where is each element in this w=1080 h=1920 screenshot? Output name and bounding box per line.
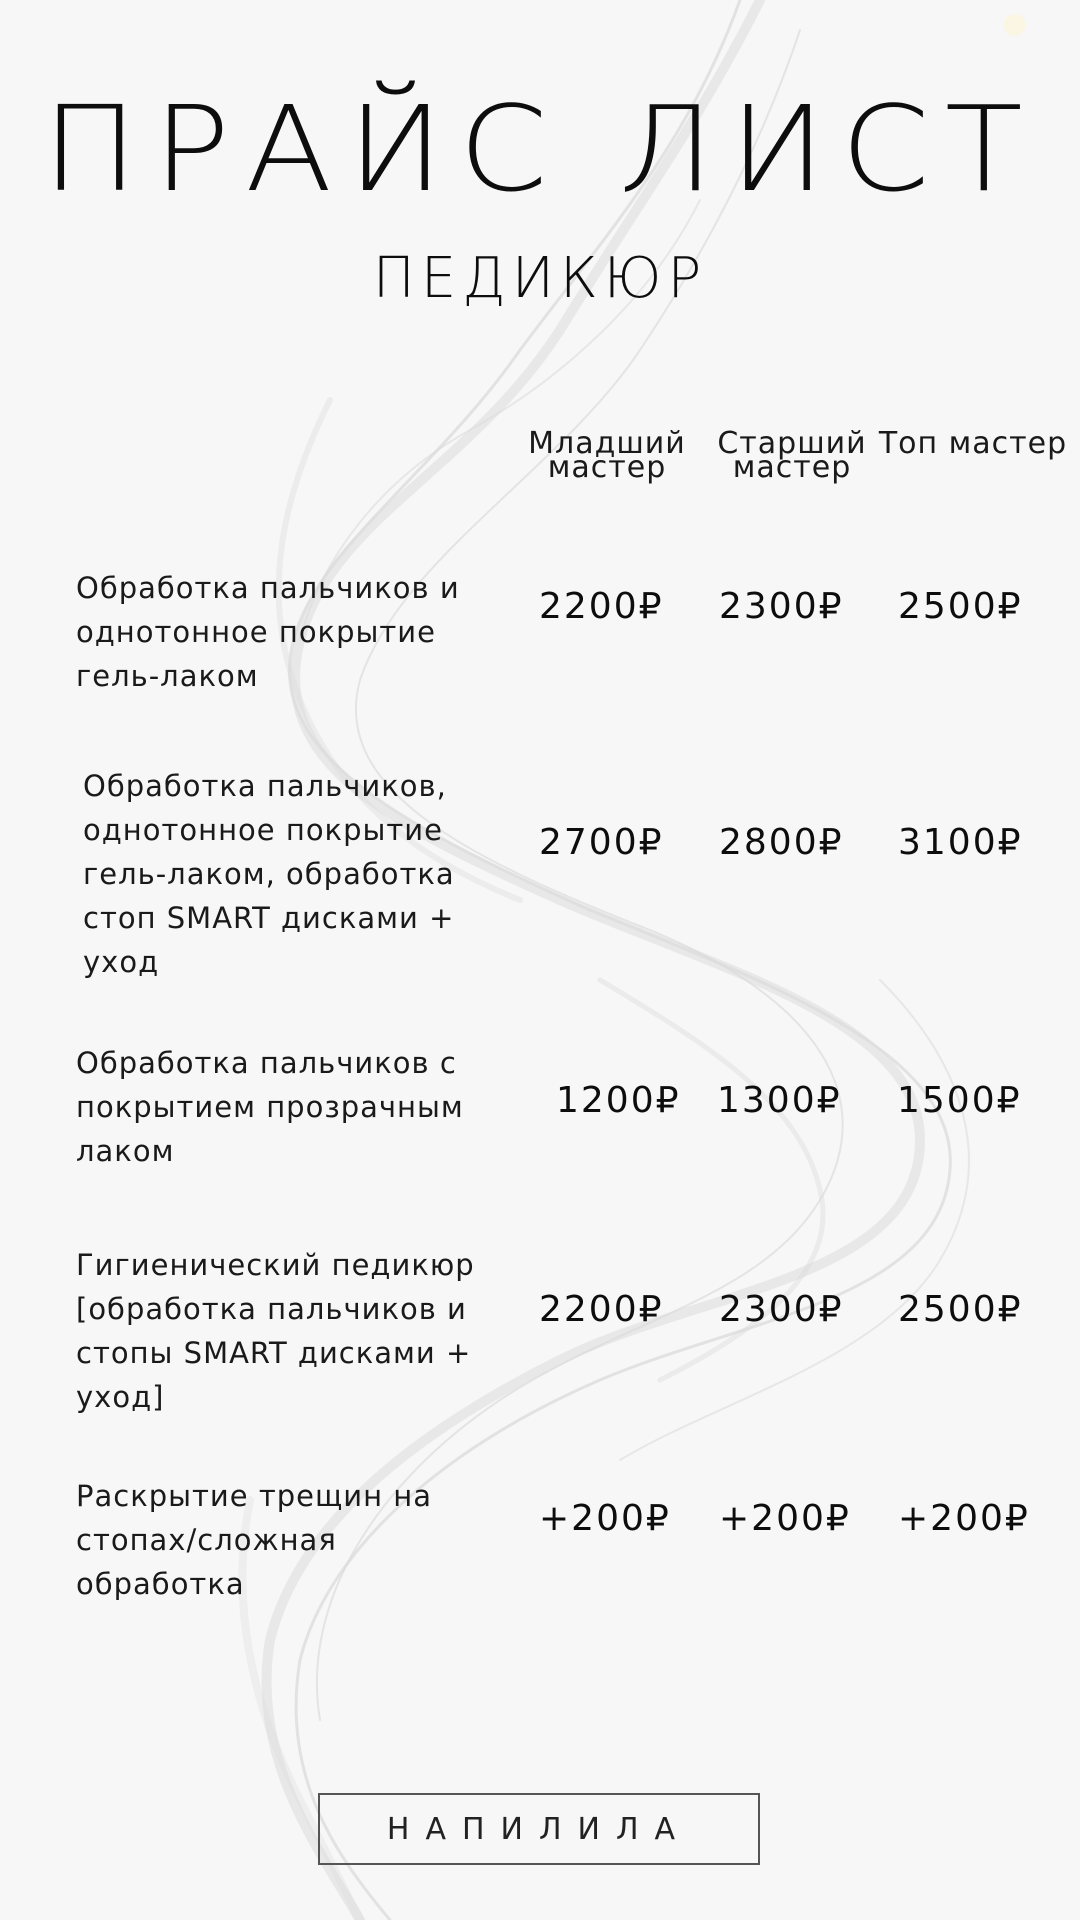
row-3-price-senior: 1300₽ — [717, 1080, 842, 1121]
row-3-price-junior: 1200₽ — [556, 1080, 681, 1121]
column-header-senior: Старший мастер — [717, 426, 867, 485]
row-1-label: Обработка пальчиков и однотонное покрытие гель-лаком — [76, 571, 460, 693]
column-header-junior: Младший мастер — [528, 426, 686, 485]
page-title: ПРАЙС ЛИСТ — [42, 80, 1038, 218]
row-1-price-junior: 2200₽ — [539, 586, 664, 627]
napilila-button[interactable]: НАПИЛИЛА — [318, 1793, 760, 1865]
row-5-price-junior: +200₽ — [539, 1498, 671, 1539]
row-1-price-senior: 2300₽ — [719, 586, 844, 627]
row-5-price-top: +200₽ — [898, 1498, 1030, 1539]
section-subtitle: ПЕДИКЮР — [372, 246, 708, 311]
column-header-top: Топ мастер — [878, 426, 1068, 461]
row-4-price-senior: 2300₽ — [719, 1289, 844, 1330]
row-5-label: Раскрытие трещин на стопах/сложная обработка — [76, 1479, 433, 1601]
row-4-price-top: 2500₽ — [898, 1289, 1023, 1330]
row-4-price-junior: 2200₽ — [539, 1289, 664, 1330]
row-2-price-junior: 2700₽ — [539, 822, 664, 863]
row-3-price-top: 1500₽ — [897, 1080, 1022, 1121]
row-3-label: Обработка пальчиков с покрытием прозрачным лаком — [76, 1046, 464, 1168]
row-2-price-senior: 2800₽ — [719, 822, 844, 863]
row-4-label: Гигиенический педикюр [обработка пальчиков и стопы SMART дисками + уход] — [76, 1248, 475, 1414]
row-5-price-senior: +200₽ — [719, 1498, 851, 1539]
row-2-price-top: 3100₽ — [898, 822, 1023, 863]
decorative-dot — [1004, 14, 1026, 36]
row-1-price-top: 2500₽ — [898, 586, 1023, 627]
row-2-label: Обработка пальчиков, однотонное покрытие гель-лаком, обработка стоп SMART дисками + уход — [83, 769, 455, 979]
